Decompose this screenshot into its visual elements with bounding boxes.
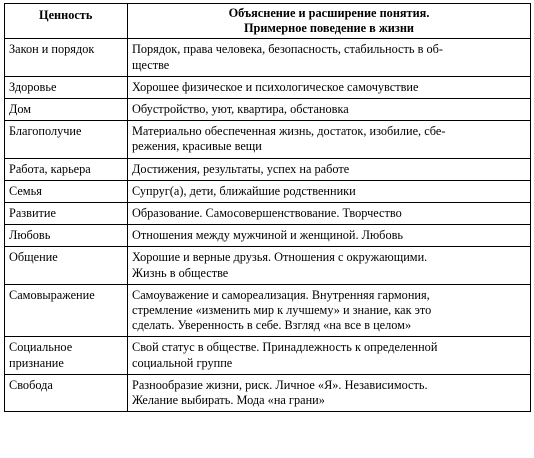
- explanation-cell: Свой статус в обществе. Принадлежность к определенной социальной группе: [128, 337, 531, 374]
- explanation-cell: Обустройство, уют, квартира, обстановка: [128, 99, 531, 121]
- explanation-cell: Порядок, права человека, безопасность, стабильность в об- ществе: [128, 39, 531, 76]
- table-row: [5, 99, 531, 121]
- values-table: [4, 3, 531, 412]
- value-cell: Работа, карьера: [5, 158, 128, 180]
- value-cell: Любовь: [5, 225, 128, 247]
- value-cell: Свобода: [5, 374, 128, 411]
- value-cell: Семья: [5, 180, 128, 202]
- table-row: [5, 284, 531, 337]
- table-row: [5, 121, 531, 158]
- value-cell: Закон и порядок: [5, 39, 128, 76]
- table-row: [5, 180, 531, 202]
- explanation-cell: Образование. Самосовершенствование. Творчество: [128, 203, 531, 225]
- table-row: [5, 39, 531, 76]
- table-row: [5, 337, 531, 374]
- value-cell: Развитие: [5, 203, 128, 225]
- table-row: [5, 247, 531, 284]
- explanation-cell: Материально обеспеченная жизнь, достаток, изобилие, сбе- режения, красивые вещи: [128, 121, 531, 158]
- explanation-cell: Разнообразие жизни, риск. Личное «Я». Независимость. Желание выбирать. Мода «на грани»: [128, 374, 531, 411]
- value-cell: Общение: [5, 247, 128, 284]
- explanation-cell: Супруг(а), дети, ближайшие родственники: [128, 180, 531, 202]
- table-row: [5, 76, 531, 98]
- explanation-cell: Хорошие и верные друзья. Отношения с окружающими. Жизнь в обществе: [128, 247, 531, 284]
- value-cell: Социальное признание: [5, 337, 128, 374]
- header-row: [5, 4, 531, 39]
- explanation-cell: Достижения, результаты, успех на работе: [128, 158, 531, 180]
- table-row: [5, 203, 531, 225]
- table-row: [5, 158, 531, 180]
- explanation-cell: Хорошее физическое и психологическое самочувствие: [128, 76, 531, 98]
- table-row: [5, 225, 531, 247]
- value-cell: Дом: [5, 99, 128, 121]
- value-cell: Здоровье: [5, 76, 128, 98]
- header-explanation: Объяснение и расширение понятия. Примерное поведение в жизни: [128, 4, 531, 39]
- value-cell: Самовыражение: [5, 284, 128, 337]
- explanation-cell: Отношения между мужчиной и женщиной. Любовь: [128, 225, 531, 247]
- table-row: [5, 374, 531, 411]
- value-cell: Благополучие: [5, 121, 128, 158]
- explanation-cell: Самоуважение и самореализация. Внутренняя гармония, стремление «изменить мир к лучшему» и знание, как это сделать. Уверенность в себе. Взгляд «на все в целом»: [128, 284, 531, 337]
- header-value: Ценность: [5, 4, 128, 39]
